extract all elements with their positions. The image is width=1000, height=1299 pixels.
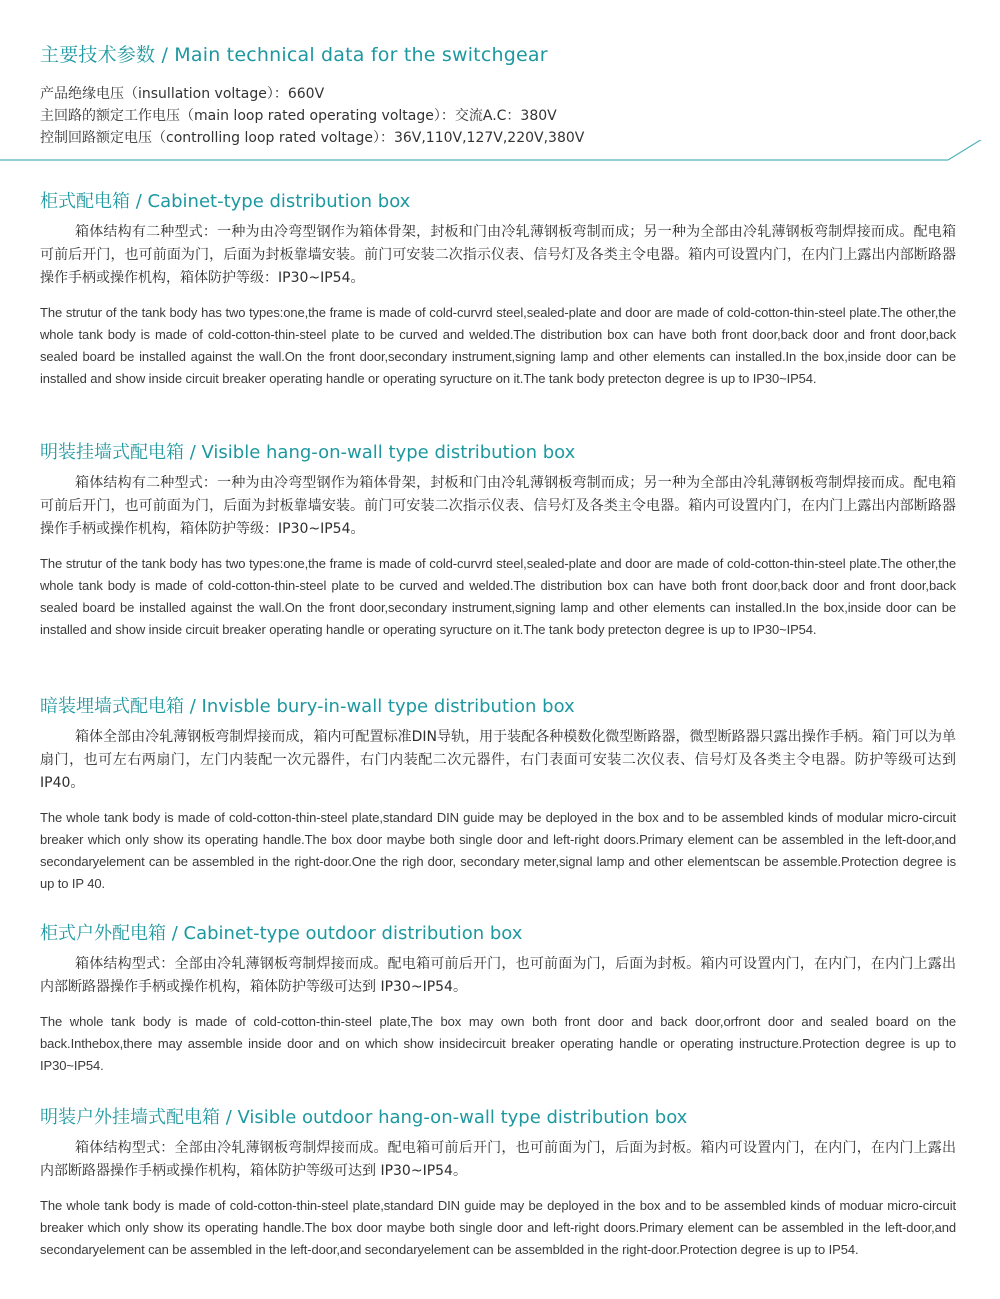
- section-invisible-bury-in-wall: [40, 692, 956, 895]
- spec-main-loop-voltage: 主回路的额定工作电压（main loop rated operating voltage）：交流A.C：380V: [40, 108, 557, 124]
- section-visible-hang-on-wall: [40, 438, 956, 641]
- section-visible-outdoor-hang-on-wall: [40, 1103, 956, 1261]
- english-paragraph: The strutur of the tank body has two types:one,the frame is made of cold-curvrd steel,sealed-plate and door are made of cold-cotton-thin-steel plate.The other,the whole tank body is made of cold-cotton-thin-steel plate to be curved and welded.The distribution box can have both front door,back door and front door,back sealed board be installed against the wall.On the front door,secondary instrument,signing lamp and other elements can installed.In the box,inside door can be installed and show inside circuit breaker operating handle or operating syructure on it.The tank body pretecton degree is up to IP30~IP54.: [40, 305, 956, 386]
- technical-data-title: 主要技术参数 / Main technical data for the switchgear: [40, 44, 548, 66]
- section-cabinet-type: [40, 187, 956, 390]
- section-title: 明装户外挂墙式配电箱 / Visible outdoor hang-on-wall type distribution box: [40, 1107, 688, 1128]
- chinese-paragraph: 箱体结构有二种型式：一种为由冷弯型钢作为箱体骨架，封板和门由冷轧薄钢板弯制而成；另一种为全部由冷轧薄钢板弯制焊接而成。配电箱可前后开门，也可前面为门，后面为封板靠墙安装。前门可安装二次指示仪表、信号灯及各类主令电器。箱内可设置内门，在内门上露出内部断路器操作手柄或操作机构，箱体防护等级：IP30~IP54。: [40, 224, 956, 286]
- section-divider-line: [0, 140, 1000, 170]
- english-paragraph: The whole tank body is made of cold-cotton-thin-steel plate,The box may own both front door and back door,orfront door and sealed board on the back.Inthebox,there may assemble inside door and on which show insidecircuit breaker operating handle or operating instructure.Protection degree is up to IP30~IP54.: [40, 1014, 956, 1073]
- section-title: 暗装埋墙式配电箱 / Invisble bury-in-wall type distribution box: [40, 696, 575, 717]
- english-paragraph: The strutur of the tank body has two types:one,the frame is made of cold-curvrd steel,sealed-plate and door are made of cold-cotton-thin-steel plate.The other,the whole tank body is made of cold-cotton-thin-steel plate to be curved and welded.The distribution box can have both front door,back door and front door,back sealed board be installed against the wall.On the front door,secondary instrument,signing lamp and other elements can installed.In the box,inside door can be installed and show inside circuit breaker operating handle or operating syructure on it.The tank body pretecton degree is up to IP30~IP54.: [40, 556, 956, 637]
- section-title: 柜式户外配电箱 / Cabinet-type outdoor distribution box: [40, 923, 523, 944]
- section-title: 柜式配电箱 / Cabinet-type distribution box: [40, 191, 411, 212]
- chinese-paragraph: 箱体结构型式：全部由冷轧薄钢板弯制焊接而成。配电箱可前后开门，也可前面为门，后面为封板。箱内可设置内门，在内门，在内门上露出内部断路器操作手柄或操作机构，箱体防护等级可达到 IP30~IP54。: [40, 956, 956, 995]
- chinese-paragraph: 箱体结构有二种型式：一种为由冷弯型钢作为箱体骨架，封板和门由冷轧薄钢板弯制而成；另一种为全部由冷轧薄钢板弯制焊接而成。配电箱可前后开门，也可前面为门，后面为封板靠墙安装。前门可安装二次指示仪表、信号灯及各类主令电器。箱内可设置内门，在内门上露出内部断路器操作手柄或操作机构，箱体防护等级：IP30~IP54。: [40, 475, 956, 537]
- english-paragraph: The whole tank body is made of cold-cotton-thin-steel plate,standard DIN guide may be deployed in the box and to be assembled kinds of modular micro-circuit breaker which only show its operating handle.The box door maybe both single door and left-right doors.Primary element can be assembled in the left-door,and secondaryelement can be assembled in the right-door.One the righ door, secondary meter,signal lamp and other elementscan be assemble.Protection degree is up to IP 40.: [40, 810, 956, 891]
- technical-data-block: [40, 40, 960, 149]
- english-paragraph: The whole tank body is made of cold-cotton-thin-steel plate,standard DIN guide may be deployed in the box and to be assembled kinds of moduar micro-circuit breaker which only show its operating handle.The box door maybe both single door and left-right doors.Primary element can be assembled in the left-door,and secondaryelement can be assembled in the left-door,and secondaryelement can be assemblded in the right-door.Protection degree is up to IP54.: [40, 1198, 956, 1257]
- chinese-paragraph: 箱体全部由冷轧薄钢板弯制焊接而成，箱内可配置标准DIN导轨，用于装配各种模数化微型断路器，微型断路器只露出操作手柄。箱门可以为单扇门，也可左右两扇门，左门内装配一次元器件，右门内装配二次元器件，右门表面可安装二次仪表、信号灯及各类主令电器。防护等级可达到IP40。: [40, 729, 956, 791]
- section-title: 明装挂墙式配电箱 / Visible hang-on-wall type distribution box: [40, 442, 576, 463]
- chinese-paragraph: 箱体结构型式：全部由冷轧薄钢板弯制焊接而成。配电箱可前后开门，也可前面为门，后面为封板。箱内可设置内门，在内门，在内门上露出内部断路器操作手柄或操作机构，箱体防护等级可达到 IP30~IP54。: [40, 1140, 956, 1179]
- spec-control-loop-voltage: 控制回路额定电压（controlling loop rated voltage）：36V,110V,127V,220V,380V: [40, 130, 585, 146]
- spec-insulation-voltage: 产品绝缘电压（insullation voltage）：660V: [40, 86, 325, 102]
- section-cabinet-outdoor: [40, 919, 956, 1077]
